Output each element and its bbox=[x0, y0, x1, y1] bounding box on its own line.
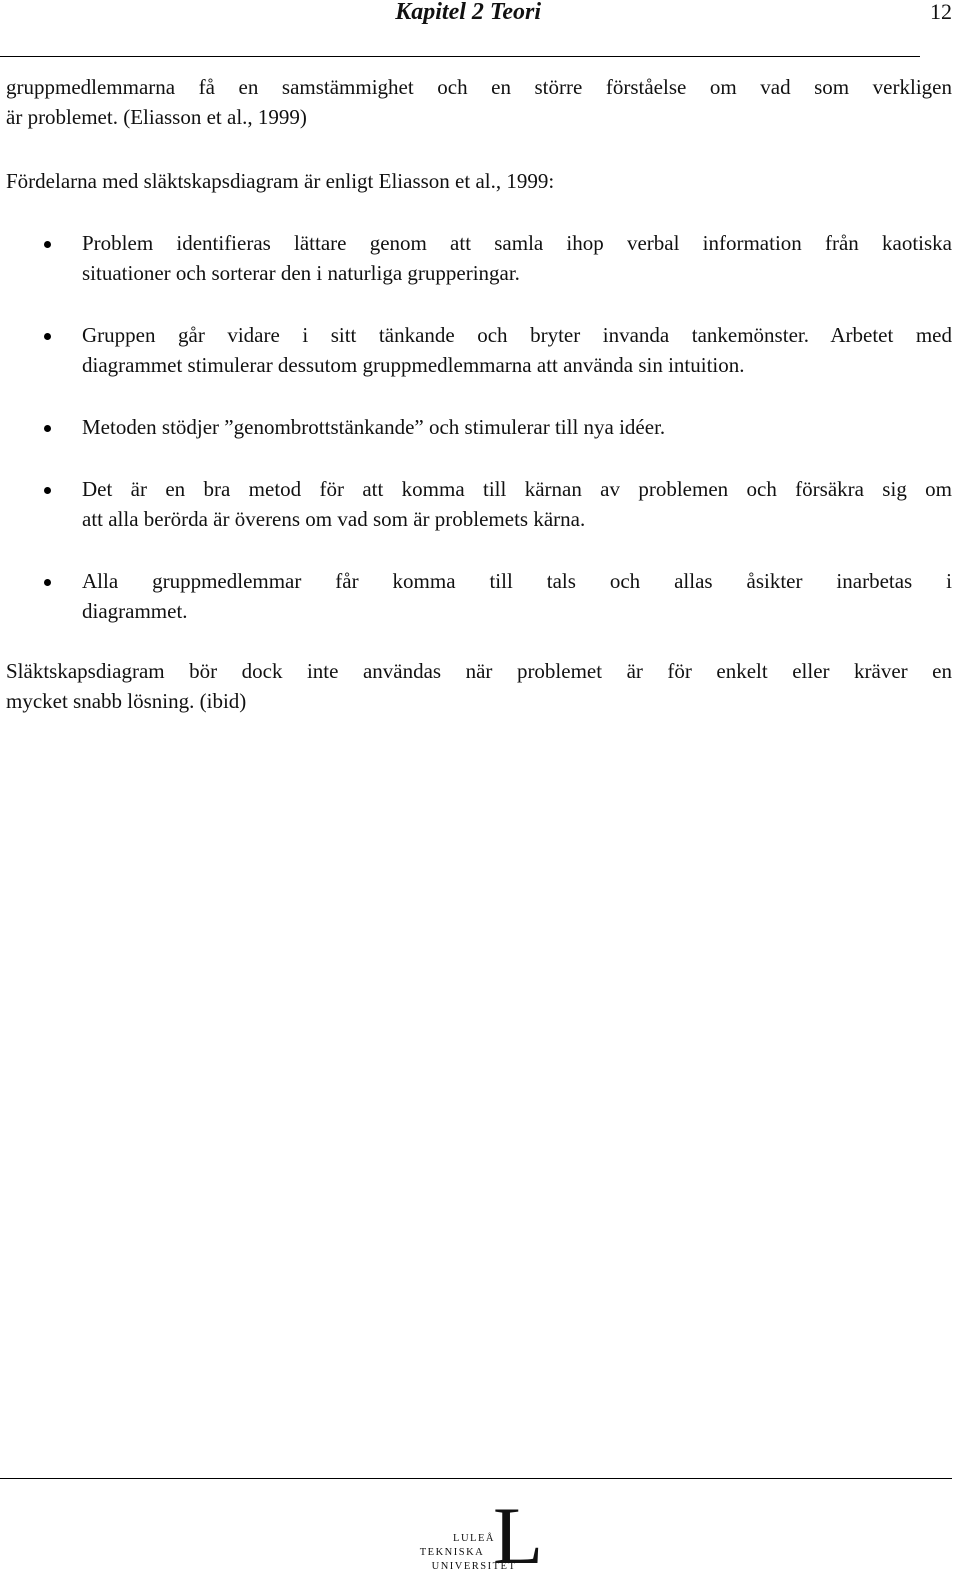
footer-divider bbox=[0, 1478, 952, 1479]
bullet-icon bbox=[44, 579, 51, 586]
list-item bbox=[0, 412, 952, 442]
bullet-icon bbox=[44, 241, 51, 248]
list-item bbox=[0, 320, 952, 380]
list-item bbox=[0, 566, 952, 626]
chapter-title: Kapitel 2 Teori bbox=[395, 0, 541, 25]
list-item-line: Det är en bra metod för att komma till kärnan av problemen och försäkra sig om bbox=[82, 477, 952, 501]
paragraph-line: gruppmedlemmarna få en samstämmighet och en större förståelse om vad som verkligen bbox=[6, 75, 952, 99]
logo-text-line: UNIVERSITET bbox=[431, 1561, 517, 1572]
logo-letter: L bbox=[492, 1495, 544, 1575]
paragraph-advantages-heading bbox=[6, 166, 952, 196]
list-item-line: situationer och sorterar den i naturliga grupperingar. bbox=[82, 261, 520, 285]
list-item-line: Problem identifieras lättare genom att samla ihop verbal information från kaotiska bbox=[82, 231, 952, 255]
paragraph-line: mycket snabb lösning. (ibid) bbox=[6, 689, 247, 713]
advantages-list bbox=[0, 228, 952, 626]
header-divider bbox=[0, 56, 920, 57]
list-item-line: diagrammet stimulerar dessutom gruppmedlemmarna att använda sin intuition. bbox=[82, 353, 745, 377]
list-item bbox=[0, 474, 952, 534]
list-item-line: Gruppen går vidare i sitt tänkande och bryter invanda tankemönster. Arbetet med bbox=[82, 323, 952, 347]
bullet-icon bbox=[44, 425, 51, 432]
list-item-line: diagrammet. bbox=[82, 599, 188, 623]
paragraph-intro bbox=[6, 72, 952, 132]
bullet-icon bbox=[44, 333, 51, 340]
list-item-line: att alla berörda är överens om vad som är problemets kärna. bbox=[82, 507, 586, 531]
list-item-line: Alla gruppmedlemmar får komma till tals och allas åsikter inarbetas i bbox=[82, 569, 952, 593]
logo-text-line: LULEÅ bbox=[453, 1533, 495, 1544]
list-item-line: Metoden stödjer ”genombrottstänkande” och stimulerar till nya idéer. bbox=[82, 415, 666, 439]
paragraph-line: Fördelarna med släktskapsdiagram är enligt Eliasson et al., 1999: bbox=[6, 169, 555, 193]
university-logo bbox=[408, 1495, 558, 1575]
paragraph-line: är problemet. (Eliasson et al., 1999) bbox=[6, 105, 307, 129]
paragraph-line: Släktskapsdiagram bör dock inte användas när problemet är för enkelt eller kräver en bbox=[6, 659, 952, 683]
bullet-icon bbox=[44, 487, 51, 494]
list-item bbox=[0, 228, 952, 288]
page-number: 12 bbox=[930, 0, 952, 24]
logo-text-line: TEKNISKA bbox=[419, 1547, 485, 1558]
paragraph-conclusion bbox=[6, 656, 952, 716]
